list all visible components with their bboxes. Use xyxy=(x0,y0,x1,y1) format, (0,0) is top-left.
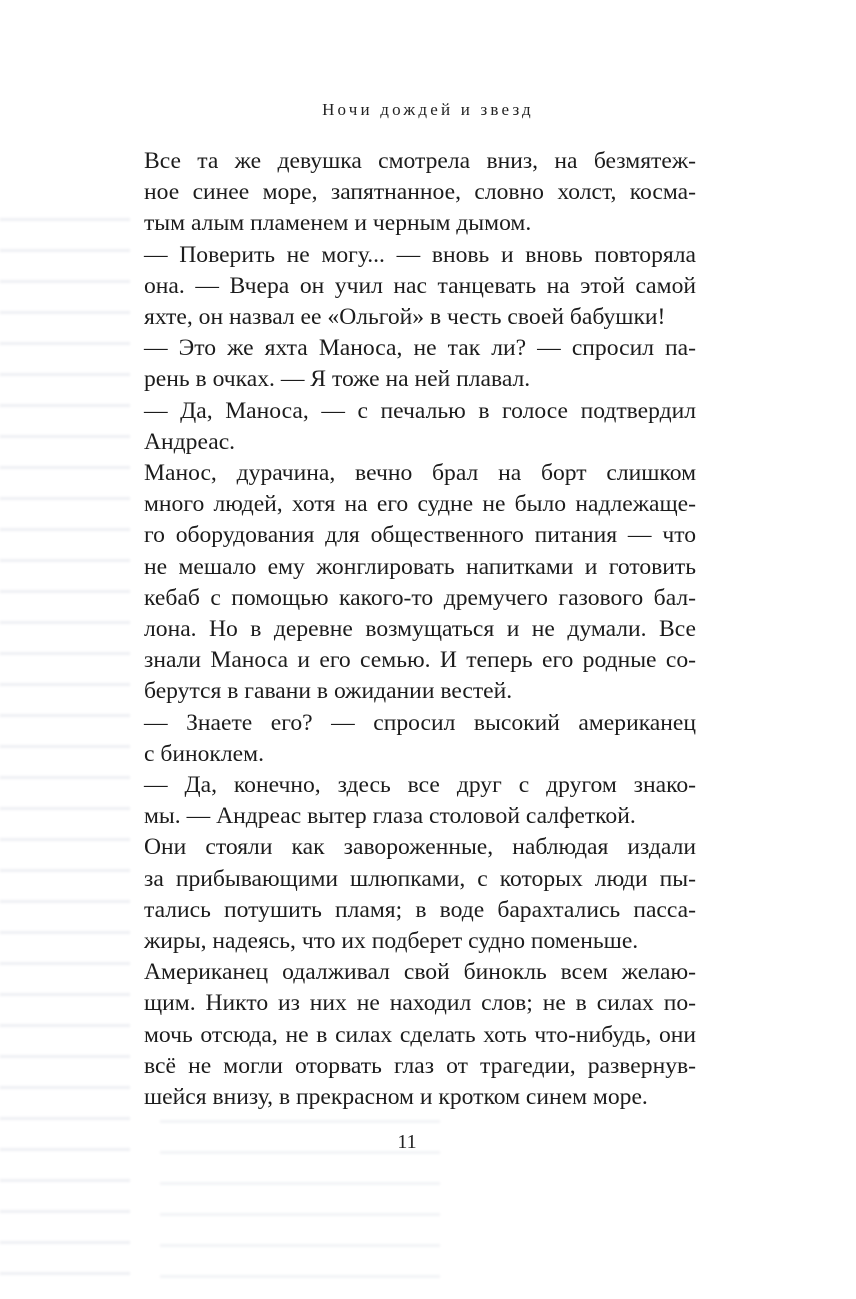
text-line: шейся внизу, в прекрасном и кротком синем море. xyxy=(144,1084,648,1111)
text-line: за прибывающими шлюпками, с которых люди пы- xyxy=(144,865,696,892)
paragraph xyxy=(144,458,696,708)
text-line: го оборудования для общественного питания — что xyxy=(144,522,696,549)
text-line: мочь отсюда, не в силах сделать хоть что-нибудь, они xyxy=(144,1021,696,1048)
paragraph xyxy=(144,957,696,1113)
paragraph xyxy=(144,333,696,395)
paragraph xyxy=(144,396,696,458)
text-line: Американец одалживал свой бинокль всем желаю- xyxy=(144,959,696,986)
text-line: не мешало ему жонглировать напитками и готовить xyxy=(144,553,696,580)
text-line: всё не могли оторвать глаз от трагедии, развернув- xyxy=(144,1052,696,1079)
text-line: ное синее море, запятнанное, словно холст, косма- xyxy=(144,179,696,206)
text-line: мы. — Андреас вытер глаза столовой салфеткой. xyxy=(144,803,636,830)
paragraph xyxy=(144,770,696,832)
text-line: — Поверить не могу... — вновь и вновь повторяла xyxy=(144,241,696,268)
text-line: Все та же девушка смотрела вниз, на безмятеж- xyxy=(144,148,696,174)
text-line: лона. Но в деревне возмущаться и не думали. Все xyxy=(144,616,696,643)
text-line: Андреас. xyxy=(144,428,236,455)
text-line: рень в очках. — Я тоже на ней плавал. xyxy=(144,366,531,393)
text-line: много людей, хотя на его судне не было надлежаще- xyxy=(144,491,696,518)
text-line: жиры, надеясь, что их подберет судно поменьше. xyxy=(144,928,639,955)
body-text xyxy=(144,146,696,1113)
text-line: яхте, он назвал ее «Ольгой» в честь своей бабушки! xyxy=(144,304,666,331)
text-line: Манос, дурачина, вечно брал на борт слишком xyxy=(144,460,696,487)
text-line: берутся в гавани в ожидании вестей. xyxy=(144,678,513,705)
text-line: — Да, конечно, здесь все друг с другом знако- xyxy=(144,772,696,799)
text-line: тым алым пламенем и черным дымом. xyxy=(144,210,532,237)
text-line: Они стояли как завороженные, наблюдая издали xyxy=(144,834,696,861)
text-line: тались потушить пламя; в воде барахтались пасса- xyxy=(144,896,696,923)
paragraph xyxy=(144,146,696,240)
text-line: кебаб с помощью какого-то дремучего газового бал- xyxy=(144,584,696,611)
page-number: 11 xyxy=(397,1131,417,1153)
text-line: знали Маноса и его семью. И теперь его родные со- xyxy=(144,647,696,674)
text-line: — Да, Маноса, — с печалью в голосе подтвердил xyxy=(144,397,696,424)
paragraph xyxy=(144,240,696,334)
bleed-through-bottom xyxy=(160,1100,440,1290)
paragraph xyxy=(144,708,696,770)
text-line: щим. Никто из них не находил слов; не в силах по- xyxy=(144,990,696,1017)
text-line: с биноклем. xyxy=(144,740,264,767)
text-line: она. — Вчера он учил нас танцевать на этой самой xyxy=(144,272,696,299)
text-line: — Знаете его? — спросил высокий американец xyxy=(144,709,696,736)
text-line: — Это же яхта Маноса, не так ли? — спросил па- xyxy=(144,335,696,362)
paragraph xyxy=(144,832,696,957)
running-head: Ночи дождей и звезд xyxy=(322,100,534,119)
